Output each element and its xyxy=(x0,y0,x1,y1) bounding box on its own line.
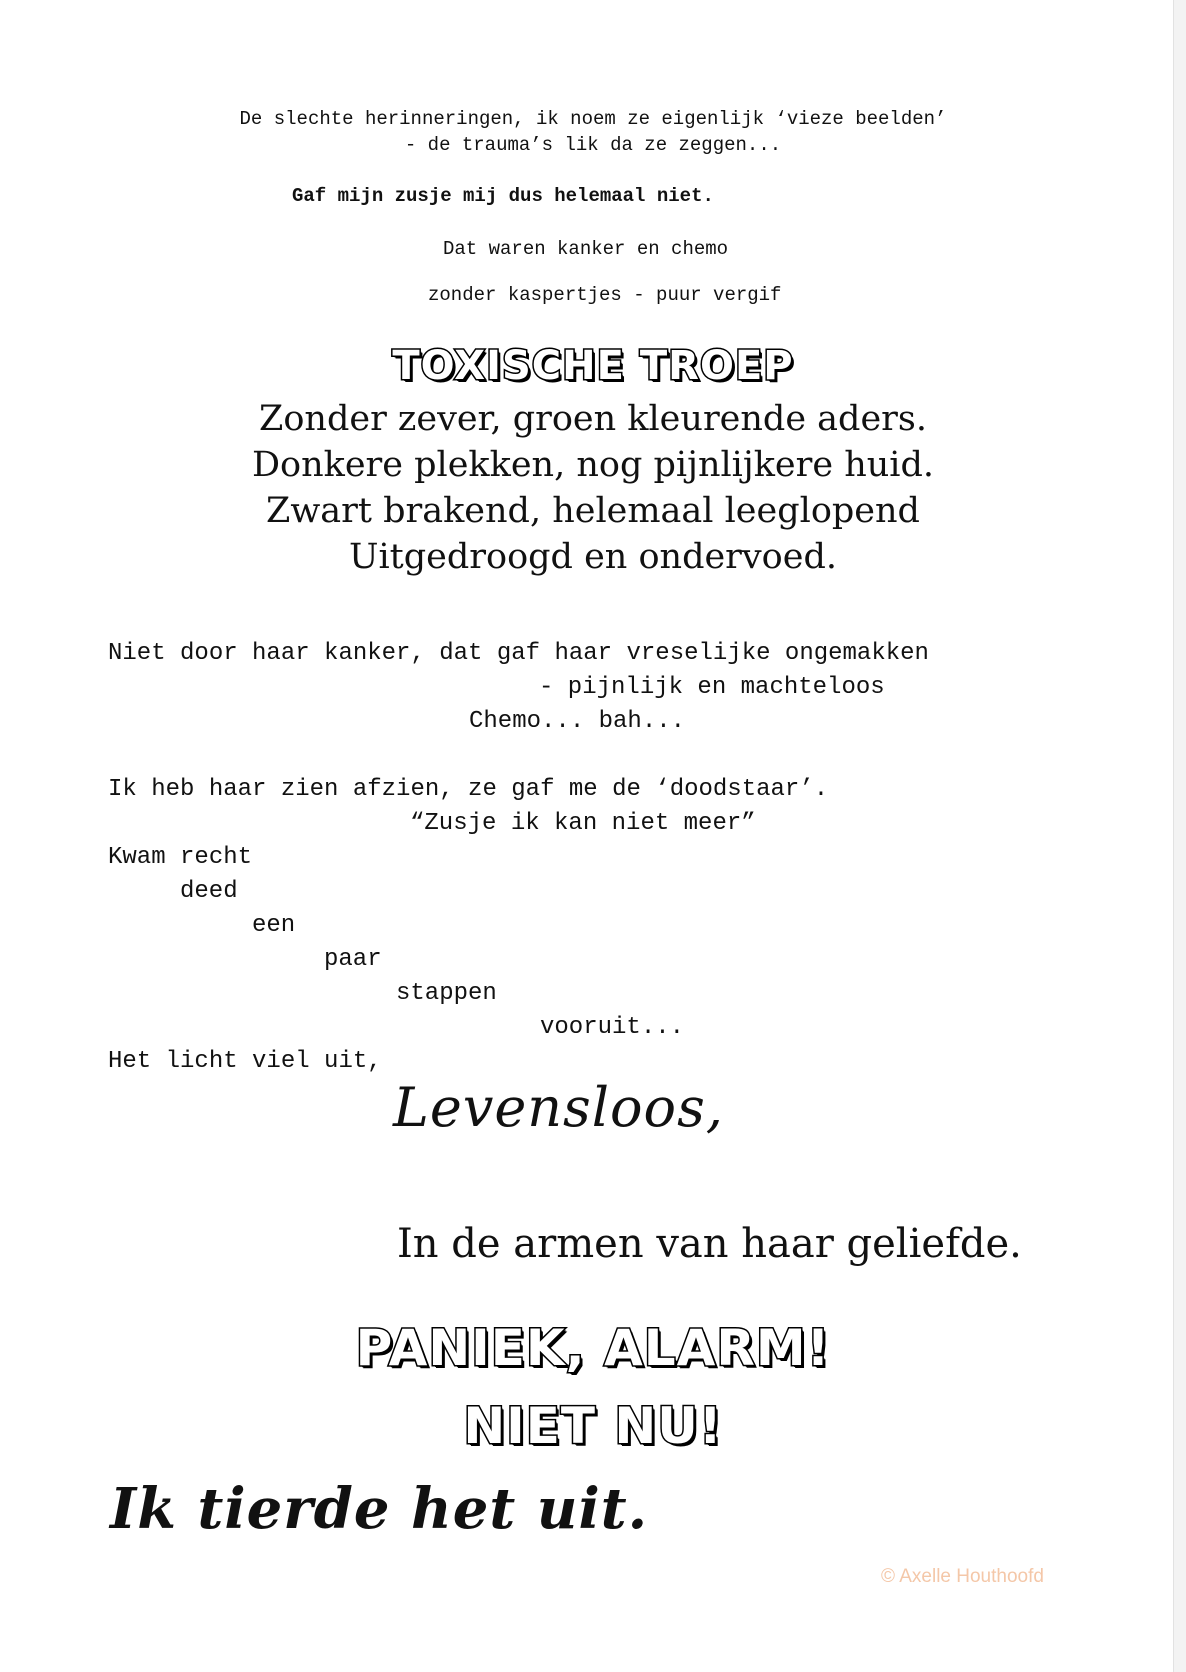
middle-line-4: Ik heb haar zien afzien, ze gaf me de ‘doodstaar’. xyxy=(108,776,829,803)
middle-line-1: Niet door haar kanker, dat gaf haar vreselijke ongemakken xyxy=(108,640,929,667)
lifeless-line: Levensloos, xyxy=(393,1076,724,1139)
stanza-line-3: Zwart brakend, helemaal leeglopend xyxy=(266,491,920,531)
intro-line-3: Dat waren kanker en chemo xyxy=(443,238,729,260)
step-line-1: Kwam recht xyxy=(108,844,253,871)
stanza-line-2: Donkere plekken, nog pijnlijkere huid. xyxy=(251,445,935,485)
middle-line-3: Chemo... bah... xyxy=(469,708,686,735)
middle-line-2: - pijnlijk en machteloos xyxy=(539,674,885,701)
not-now-line: NIET NU! xyxy=(463,1397,723,1455)
step-line-4: paar xyxy=(324,946,382,973)
copyright-credit: © Axelle Houthoofd xyxy=(881,1566,1044,1587)
step-line-3: een xyxy=(252,912,296,939)
intro-line-1: De slechte herinneringen, ik noem ze eigenlijk ‘vieze beelden’ xyxy=(239,108,947,130)
arms-line: In de armen van haar geliefde. xyxy=(397,1221,1022,1267)
stanza-line-1: Zonder zever, groen kleurende aders. xyxy=(259,399,927,439)
step-line-5: stappen xyxy=(396,980,497,1007)
panic-line: PANIEK, ALARM! xyxy=(355,1319,831,1377)
intro-line-2: - de trauma’s lik da ze zeggen... xyxy=(404,134,782,156)
intro-bold-line: Gaf mijn zusje mij dus helemaal niet. xyxy=(292,185,714,207)
intro-line-4: zonder kaspertjes - puur vergif xyxy=(428,284,782,306)
stanza-line-4: Uitgedroogd en ondervoed. xyxy=(348,537,838,577)
step-line-6: vooruit... xyxy=(540,1014,685,1041)
middle-line-5: “Zusje ik kan niet meer” xyxy=(410,810,756,837)
poem-title: TOXISCHE TROEP xyxy=(392,343,794,389)
light-out-line: Het licht viel uit, xyxy=(108,1048,382,1075)
step-line-2: deed xyxy=(180,878,238,905)
scream-line: Ik tierde het uit. xyxy=(110,1476,649,1542)
